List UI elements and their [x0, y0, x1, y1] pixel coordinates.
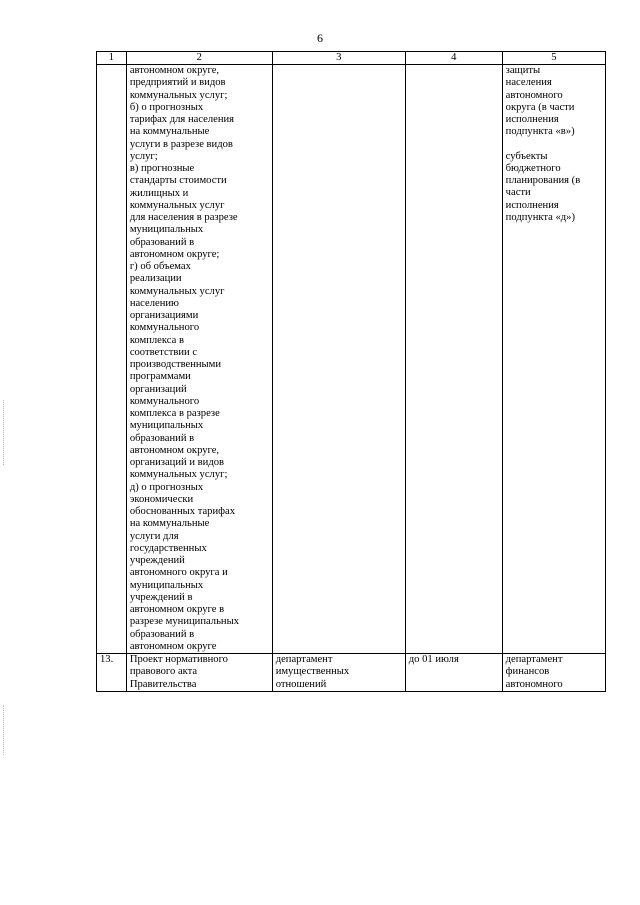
scan-margin-mark — [3, 705, 8, 755]
text-line: подпункта «д») — [505, 211, 575, 223]
header-cell-5: 5 — [502, 52, 605, 65]
text-line: для населения в разрезе — [129, 212, 238, 223]
text-line: организаций — [129, 383, 187, 395]
text-line: организациями — [129, 310, 199, 321]
text-line: д) о прогнозных — [129, 481, 204, 493]
text-line: автономного — [505, 678, 563, 690]
text-line: автономном округе — [129, 640, 217, 652]
row-cont-col5 — [502, 65, 605, 654]
text-line: муниципальных — [129, 224, 204, 236]
text-line: коммунальных услуг; — [129, 469, 228, 481]
text-line: услуги в разрезе видов — [129, 138, 233, 150]
text-line: услуги для — [129, 530, 179, 542]
row-cont-col4 — [405, 65, 502, 654]
text-line: округа (в части — [505, 101, 575, 113]
text-line: департамент — [275, 654, 333, 665]
text-line: услуг; — [129, 150, 158, 162]
text-line: организаций и видов — [129, 457, 225, 468]
text-line: экономически — [129, 493, 194, 505]
text-line: образований в — [129, 236, 195, 248]
text-line: коммунальных услуг — [129, 285, 225, 297]
text-line: части — [505, 187, 531, 199]
text-line: коммунальных услуг; — [129, 89, 228, 101]
col5-block-subekty — [506, 151, 602, 225]
col5-block-zashchity — [506, 65, 602, 139]
text-line: защиты — [505, 65, 541, 76]
text-line: стандарты стоимости — [129, 175, 227, 187]
text-line: Проект нормативного — [129, 654, 228, 665]
row13-deadline: до 01 июля — [405, 654, 502, 692]
text-line: автономного — [505, 89, 563, 101]
text-line: б) о прогнозных — [129, 101, 204, 113]
text-line: учреждений в — [129, 591, 193, 603]
text-line: автономного округа и — [129, 567, 228, 579]
text-line: бюджетного — [505, 162, 561, 174]
text-line: тарифах для населения — [129, 114, 235, 125]
text-line: программами — [129, 371, 191, 383]
text-line: на коммунальные — [129, 126, 210, 138]
header-cell-2: 2 — [126, 52, 272, 65]
text-line: комплекса в разрезе — [129, 408, 220, 419]
text-line: финансов — [505, 666, 550, 678]
row-cont-col3 — [272, 65, 405, 654]
text-line: обоснованных тарифах — [129, 506, 235, 517]
text-line: г) об объемах — [129, 261, 191, 272]
text-line: автономном округе, — [129, 65, 220, 76]
text-line: Правительства — [129, 678, 197, 690]
row13-number: 13. — [97, 654, 127, 692]
text-line: имущественных — [275, 666, 350, 678]
text-line: муниципальных — [129, 420, 204, 432]
text-line: автономном округе; — [129, 248, 220, 260]
row13-responsible — [272, 654, 405, 692]
text-line: населению — [129, 297, 179, 309]
table-row-13 — [97, 654, 606, 692]
text-line: субъекты — [505, 150, 548, 162]
text-line: образований в — [129, 432, 195, 444]
text-line: департамент — [505, 654, 563, 665]
text-line: на коммунальные — [129, 518, 210, 530]
text-line: исполнения — [505, 114, 559, 125]
text-line: муниципальных — [129, 579, 204, 591]
header-cell-3: 3 — [272, 52, 405, 65]
text-line: коммунального — [129, 322, 200, 334]
text-line: исполнения — [505, 199, 559, 211]
text-line: предприятий и видов — [129, 77, 226, 89]
text-line: автономном округе в — [129, 604, 225, 615]
row13-coexecutor — [502, 654, 605, 692]
row-cont-col2 — [126, 65, 272, 654]
text-line: соответствии с — [129, 346, 198, 358]
text-line: образований в — [129, 628, 195, 640]
text-line: производственными — [129, 359, 222, 370]
text-line: в) прогнозные — [129, 163, 195, 174]
header-cell-4: 4 — [405, 52, 502, 65]
text-line: автономном округе, — [129, 444, 220, 456]
document-table — [96, 51, 606, 692]
table-row-continued — [97, 65, 606, 654]
text-line: комплекса в — [129, 334, 184, 346]
text-line: государственных — [129, 542, 207, 554]
row-cont-col1 — [97, 65, 127, 654]
text-line: жилищных и — [129, 187, 189, 199]
text-line: коммунального — [129, 395, 200, 407]
row13-document — [126, 654, 272, 692]
header-cell-1: 1 — [97, 52, 127, 65]
text-line: правового акта — [129, 666, 198, 678]
text-line: разрезе муниципальных — [129, 616, 240, 628]
text-line: отношений — [275, 678, 327, 690]
table-header-row — [97, 52, 606, 65]
text-line: реализации — [129, 273, 182, 285]
text-line: коммунальных услуг — [129, 199, 225, 211]
text-line: подпункта «в») — [505, 126, 575, 138]
scan-margin-mark — [3, 400, 8, 465]
text-line: учреждений — [129, 555, 185, 566]
text-line: планирования (в — [505, 175, 581, 186]
text-line: населения — [505, 77, 552, 89]
page-number: 6 — [317, 31, 323, 45]
